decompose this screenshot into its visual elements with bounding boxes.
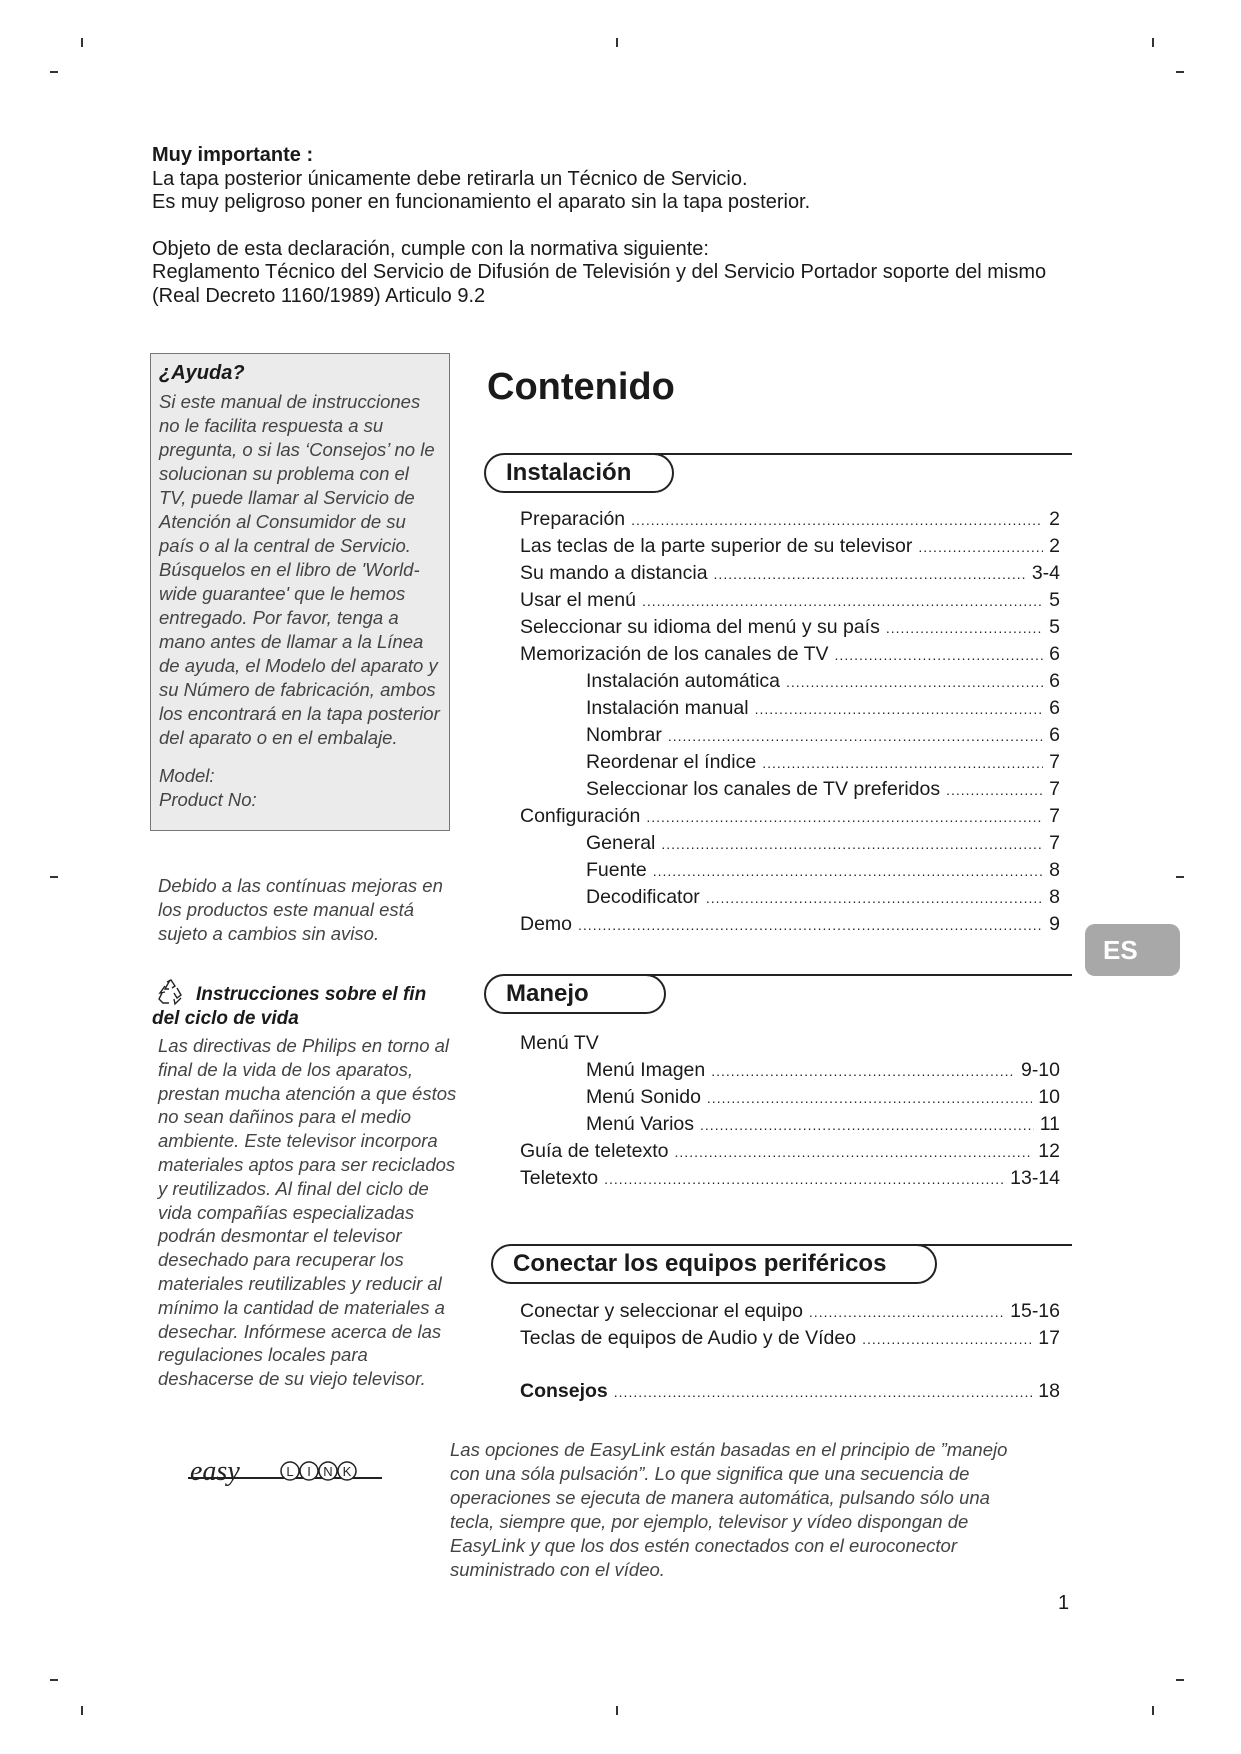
toc-item-label: Guía de teletexto <box>520 1140 669 1162</box>
product-label: Product No: <box>159 789 257 810</box>
toc-item-page: 9-10 <box>1020 1059 1060 1081</box>
toc-item-label: Demo <box>520 913 573 935</box>
toc-dots <box>661 831 1043 858</box>
crop-mark <box>1176 71 1184 73</box>
toc-subitem[interactable] <box>520 668 1060 695</box>
intro-line: Objeto de esta declaración, cumple con la normativa siguiente: <box>152 237 709 260</box>
toc-item[interactable] <box>520 533 1060 560</box>
toc-dots <box>604 1166 1004 1193</box>
toc-item[interactable] <box>520 641 1060 668</box>
toc-item-label: Las teclas de la parte superior de su televisor <box>520 535 913 557</box>
crop-mark <box>1176 1679 1184 1681</box>
toc-item-label: Consejos <box>520 1380 608 1402</box>
crop-mark <box>616 1706 618 1715</box>
toc-subitem[interactable] <box>520 776 1060 803</box>
toc-dots <box>835 642 1044 669</box>
toc-item[interactable] <box>520 1138 1060 1165</box>
toc-item-page: 9 <box>1049 913 1060 935</box>
toc-item-page: 7 <box>1049 778 1060 800</box>
toc-dots <box>675 1139 1033 1166</box>
toc-dots <box>762 750 1043 777</box>
toc-dots <box>918 534 1043 561</box>
toc-item-page: 5 <box>1049 616 1060 638</box>
toc-item[interactable] <box>520 803 1060 830</box>
toc-dots <box>707 1085 1032 1112</box>
toc-item-page: 6 <box>1049 670 1060 692</box>
toc-item-label: Instalación automática <box>586 670 781 692</box>
toc-subitem[interactable] <box>520 1111 1060 1138</box>
easylink-text: Las opciones de EasyLink están basadas en el principio de ”manejo con una sóla pulsación”. Lo que significa que una secuencia de operaciones se ejecuta de manera automática, pulsando sólo una tecla, siempre que, por ejemplo, televisor y vídeo dispongan de EasyLink y que los dos estén conectados con el euroconector suministrado con el vídeo. <box>450 1439 1008 1580</box>
easylink-letter: N <box>323 1464 333 1479</box>
toc-item[interactable] <box>520 1165 1060 1192</box>
toc-item-label: Menú TV <box>520 1032 599 1054</box>
toc-item-label: Memorización de los canales de TV <box>520 643 829 665</box>
intro-block <box>152 144 1072 308</box>
toc-instalacion <box>520 506 1060 938</box>
intro-line: Reglamento Técnico del Servicio de Difusión de Televisión y del Servicio Portador soporte del mismo <box>152 261 1047 283</box>
toc-item-page: 6 <box>1049 697 1060 719</box>
toc-item-page: 11 <box>1039 1113 1060 1135</box>
toc-item-page: 3-4 <box>1031 562 1060 584</box>
toc-dots <box>714 561 1026 588</box>
toc-item-page: 2 <box>1049 508 1060 530</box>
toc-item[interactable] <box>520 1325 1060 1352</box>
toc-item-label: Su mando a distancia <box>520 562 708 584</box>
toc-dots <box>614 1379 1033 1406</box>
toc-item-label: Configuración <box>520 805 641 827</box>
toc-item-page: 12 <box>1038 1140 1060 1162</box>
toc-item-page: 6 <box>1049 724 1060 746</box>
toc-item-label: Teletexto <box>520 1167 599 1189</box>
toc-dots <box>700 1112 1034 1139</box>
toc-dots <box>706 885 1043 912</box>
toc-item-page: 5 <box>1049 589 1060 611</box>
toc-subitem[interactable] <box>520 749 1060 776</box>
toc-subitem[interactable] <box>520 1084 1060 1111</box>
toc-item-page: 13-14 <box>1010 1167 1060 1189</box>
toc-item-label: General <box>586 832 656 854</box>
toc-dots <box>668 723 1043 750</box>
toc-subitem[interactable] <box>520 884 1060 911</box>
crop-mark <box>50 876 58 878</box>
toc-item[interactable] <box>520 614 1060 641</box>
crop-mark <box>1176 876 1184 878</box>
eol-title-text: Instrucciones sobre el fin del ciclo de vida <box>152 984 427 1029</box>
section-heading-manejo: Manejo <box>484 974 666 1014</box>
toc-dots <box>653 858 1043 885</box>
model-label: Model: <box>159 765 215 786</box>
easylink-logo <box>182 1454 387 1488</box>
toc-item-page: 18 <box>1038 1380 1060 1402</box>
toc-item-label: Fuente <box>586 859 647 881</box>
crop-mark <box>1152 1706 1154 1715</box>
toc-subitem[interactable] <box>520 830 1060 857</box>
toc-manejo <box>520 1030 1060 1192</box>
toc-dots <box>642 588 1043 615</box>
eol-text: Las directivas de Philips en torno al final de la vida de los aparatos, prestan mucha atención a que éstos no sean dañinos para el medio ambiente. Este televisor incorpora materiales aptos para ser reciclados y reutilizados. Al final del ciclo de vida compañías especializadas podrán desmontar el televisor desechado para recuperar los materiales reutilizables y reducir al mínimo la cantidad de materiales a desechar. Infórmese acerca de las regulaciones locales para deshacerse de su viejo televisor. <box>158 1035 457 1390</box>
toc-item-page: 10 <box>1038 1086 1060 1108</box>
toc-item-label: Seleccionar su idioma del menú y su país <box>520 616 880 638</box>
toc-dots <box>786 669 1043 696</box>
section-heading-conectar: Conectar los equipos periféricos <box>491 1244 937 1284</box>
intro-line: La tapa posterior únicamente debe retirarla un Técnico de Servicio. <box>152 167 748 190</box>
toc-item-page: 17 <box>1038 1327 1060 1349</box>
crop-mark <box>50 1679 58 1681</box>
intro-line: Es muy peligroso poner en funcionamiento el aparato sin la tapa posterior. <box>152 191 811 213</box>
toc-dots <box>886 615 1043 642</box>
easylink-letter: K <box>342 1464 352 1479</box>
toc-item-label: Seleccionar los canales de TV preferidos <box>586 778 941 800</box>
contents-title: Contenido <box>487 366 675 408</box>
toc-dots <box>631 507 1043 534</box>
toc-item[interactable] <box>520 560 1060 587</box>
toc-item-label: Conectar y seleccionar el equipo <box>520 1300 803 1322</box>
toc-item-page: 7 <box>1049 751 1060 773</box>
toc-item-page: 2 <box>1049 535 1060 557</box>
toc-item-label: Reordenar el índice <box>586 751 757 773</box>
notice-text: Debido a las contínuas mejoras en los productos este manual está sujeto a cambios sin aviso. <box>158 875 443 944</box>
help-text: Si este manual de instrucciones no le facilita respuesta a su pregunta, o si las ‘Consejos’ no le solucionan su problema con el TV, puede llamar al Servicio de Atención al Consumidor de su país o al la central de Servicio. Búsquelos en el libro de 'World-wide guarantee' que le hemos entregado. Por favor, tenga a mano antes de llamar a la Línea de ayuda, el Modelo del aparato y su Número de fabricación, ambos los encontrará en la tapa posterior del aparato o en el embalaje. <box>159 391 440 748</box>
toc-dots <box>755 696 1044 723</box>
toc-dots <box>946 777 1043 804</box>
toc-item-label: Nombrar <box>586 724 662 746</box>
toc-item-page: 7 <box>1049 805 1060 827</box>
help-title: ¿Ayuda? <box>159 362 245 384</box>
crop-mark <box>50 71 58 73</box>
easylink-letter: I <box>307 1464 311 1479</box>
help-box <box>150 353 450 831</box>
toc-dots <box>862 1326 1032 1353</box>
crop-mark <box>1152 38 1154 47</box>
toc-item-page: 15-16 <box>1010 1300 1060 1322</box>
section-rule <box>600 974 1072 976</box>
recycle-icon <box>156 978 186 1006</box>
crop-mark <box>616 38 618 47</box>
toc-dots <box>646 804 1043 831</box>
language-tab: ES <box>1085 924 1180 976</box>
section-rule <box>600 453 1072 455</box>
toc-subitem[interactable] <box>520 695 1060 722</box>
toc-item-label: Decodificator <box>586 886 700 908</box>
toc-subitem[interactable] <box>520 857 1060 884</box>
toc-dots <box>578 912 1043 939</box>
crop-mark <box>81 38 83 47</box>
toc-subitem[interactable] <box>520 722 1060 749</box>
help-model-label <box>159 764 441 812</box>
toc-consejos <box>520 1378 1060 1405</box>
toc-item[interactable] <box>520 1030 1060 1057</box>
section-heading-instalacion: Instalación <box>484 453 674 493</box>
toc-item-label: Teclas de equipos de Audio y de Vídeo <box>520 1327 857 1349</box>
toc-conectar <box>520 1298 1060 1352</box>
toc-item-page: 8 <box>1049 859 1060 881</box>
easylink-logo-word: easy <box>190 1456 240 1487</box>
toc-item-label: Usar el menú <box>520 589 636 611</box>
toc-dots <box>711 1058 1015 1085</box>
toc-dots <box>809 1299 1004 1326</box>
toc-item[interactable] <box>520 911 1060 938</box>
toc-item-page: 7 <box>1049 832 1060 854</box>
toc-item-consejos[interactable] <box>520 1378 1060 1405</box>
toc-subitem[interactable] <box>520 1057 1060 1084</box>
toc-item-label: Menú Imagen <box>586 1059 706 1081</box>
crop-mark <box>81 1706 83 1715</box>
toc-item-label: Preparación <box>520 508 626 530</box>
intro-heading: Muy importante : <box>152 144 314 166</box>
toc-item[interactable] <box>520 1298 1060 1325</box>
toc-item[interactable] <box>520 506 1060 533</box>
eol-title <box>152 978 452 1031</box>
toc-item-label: Instalación manual <box>586 697 749 719</box>
intro-line: (Real Decreto 1160/1989) Articulo 9.2 <box>152 284 486 307</box>
toc-item-page: 6 <box>1049 643 1060 665</box>
toc-item-page: 8 <box>1049 886 1060 908</box>
toc-item-label: Menú Varios <box>586 1113 695 1135</box>
toc-item-label: Menú Sonido <box>586 1086 701 1108</box>
page-number: 1 <box>1058 1592 1070 1614</box>
easylink-letter: L <box>286 1464 294 1479</box>
toc-item[interactable] <box>520 587 1060 614</box>
